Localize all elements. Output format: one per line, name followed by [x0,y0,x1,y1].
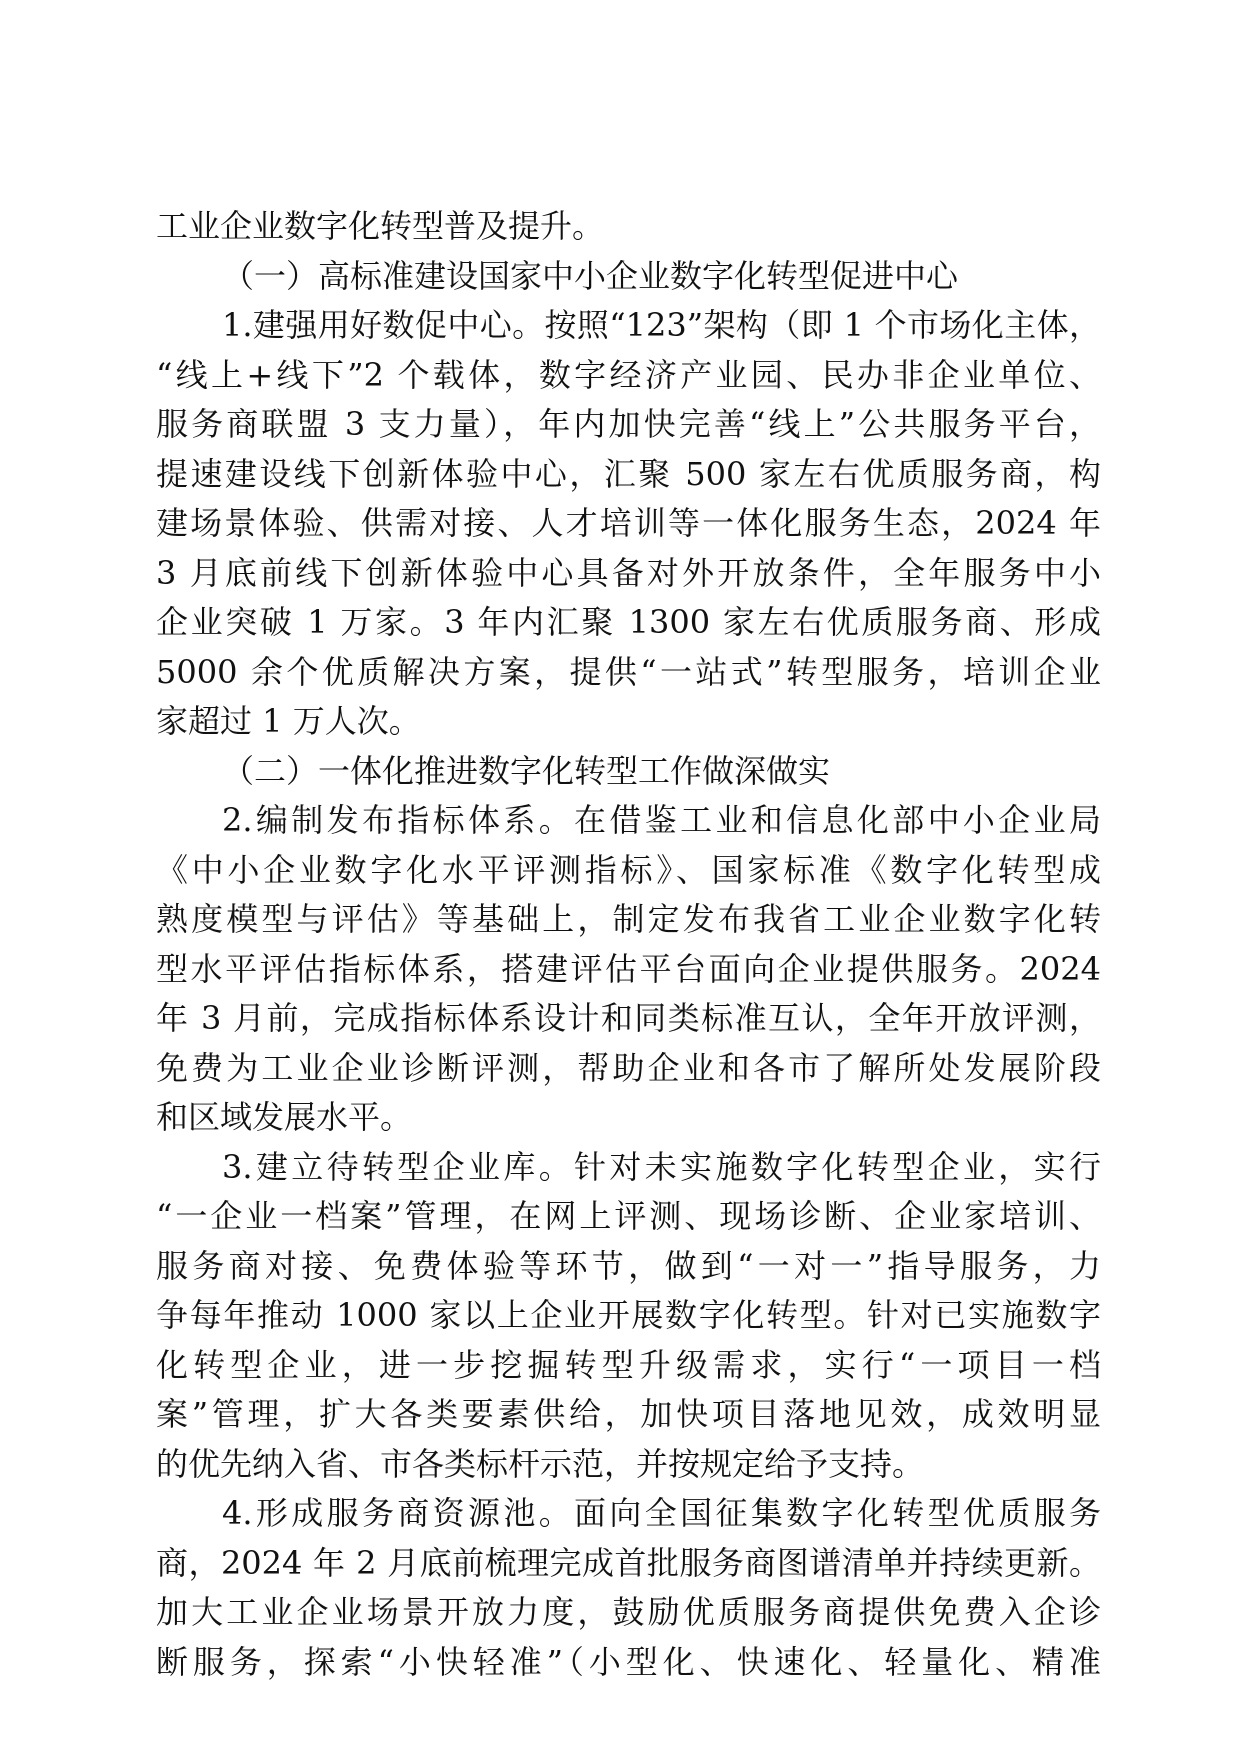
text-line: 服务商联盟 3 支力量），年内加快完善“线上”公共服务平台， [156,405,1101,443]
text-line: 3 月底前线下创新体验中心具备对外开放条件，全年服务中小 [156,553,1101,592]
text-line: 免费为工业企业诊断评测，帮助企业和各市了解所处发展阶段 [156,1048,1101,1087]
text-line: 4.形成服务商资源池。面向全国征集数字化转型优质服务 [222,1494,1101,1532]
text-line: 争每年推动 1000 家以上企业开展数字化转型。针对已实施数字 [156,1296,1101,1334]
text-line: 熟度模型与评估》等基础上，制定发布我省工业企业数字化转 [156,900,1101,938]
text-line: 化转型企业，进一步挖掘转型升级需求，实行“一项目一档 [156,1345,1101,1384]
text-line: 年 3 月前，完成指标体系设计和同类标准互认，全年开放评测， [156,999,1101,1037]
text-line: “线上+线下”2 个载体，数字经济产业园、民办非企业单位、 [156,355,1101,394]
text-line: 建场景体验、供需对接、人才培训等一体化服务生态，2024 年 [156,504,1101,542]
text-line: 的优先纳入省、市各类标杆示范，并按规定给予支持。 [156,1444,925,1483]
text-line: 5000 余个优质解决方案，提供“一站式”转型服务，培训企业 [156,652,1101,691]
text-line: 工业企业数字化转型普及提升。 [156,207,605,245]
text-line: 服务商对接、免费体验等环节，做到“一对一”指导服务，力 [156,1246,1101,1285]
text-line: 断服务，探索“小快轻准”（小型化、快速化、轻量化、精准 [156,1642,1101,1681]
text-line: 《中小企业数字化水平评测指标》、国家标准《数字化转型成 [156,850,1101,889]
text-line: 家超过 1 万人次。 [156,702,421,740]
text-line: 商，2024 年 2 月底前梳理完成首批服务商图谱清单并持续更新。 [156,1543,1101,1582]
text-line: 加大工业企业场景开放力度，鼓励优质服务商提供免费入企诊 [156,1593,1101,1631]
text-line: 案”管理，扩大各类要素供给，加快项目落地见效，成效明显 [156,1395,1101,1433]
text-line: 1.建强用好数促中心。按照“123”架构（即 1 个市场化主体， [222,306,1101,344]
text-line: 型水平评估指标体系，搭建评估平台面向企业提供服务。2024 [156,949,1101,988]
text-line: 和区域发展水平。 [156,1098,413,1136]
document-body [156,202,1101,1687]
section-heading: （一）高标准建设国家中小企业数字化转型促进中心 [222,256,959,295]
text-line: 3.建立待转型企业库。针对未实施数字化转型企业，实行 [222,1147,1101,1186]
text-line: 2.编制发布指标体系。在借鉴工业和信息化部中小企业局 [222,801,1101,839]
text-line: 提速建设线下创新体验中心，汇聚 500 家左右优质服务商，构 [156,454,1101,493]
section-heading: （二）一体化推进数字化转型工作做深做实 [222,751,831,790]
text-line: 企业突破 1 万家。3 年内汇聚 1300 家左右优质服务商、形成 [156,603,1101,641]
text-line: “一企业一档案”管理，在网上评测、现场诊断、企业家培训、 [156,1197,1101,1235]
